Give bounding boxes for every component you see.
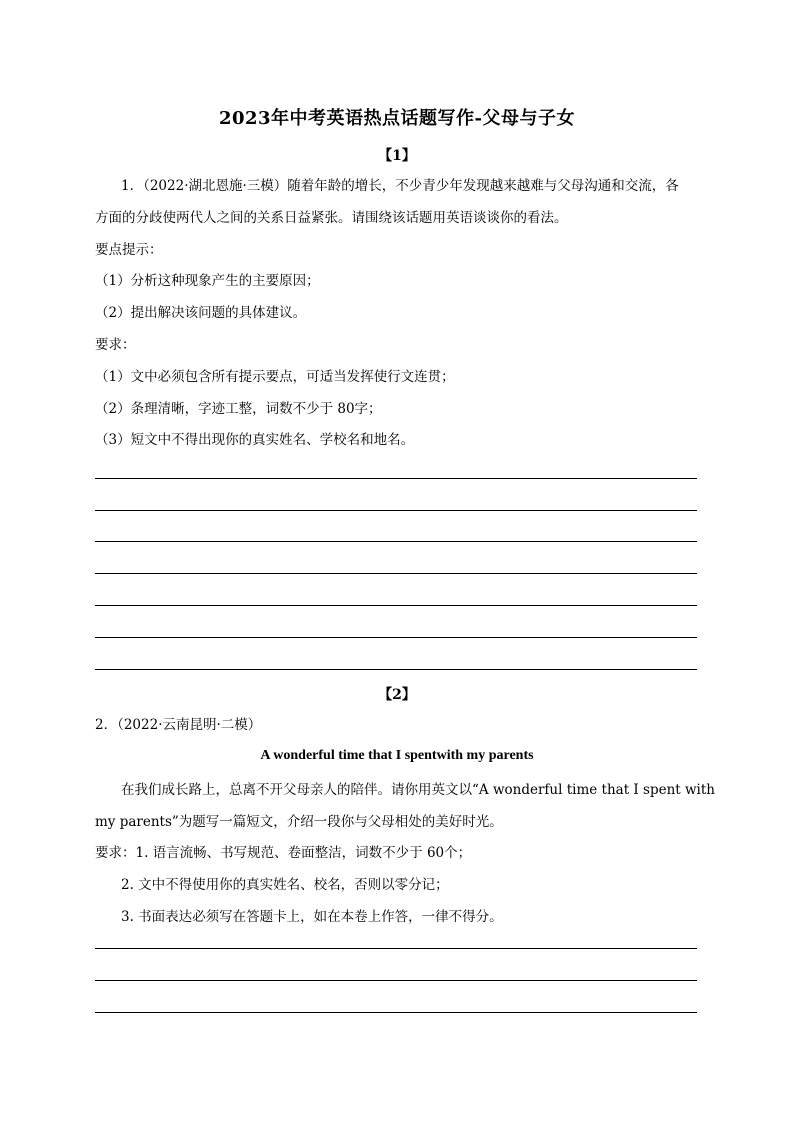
hint-1: （1）分析这种现象产生的主要原因；: [95, 273, 320, 289]
answer-line: [95, 637, 697, 638]
question-2-intro-line-1: 在我们成长路上，总离不开父母亲人的陪伴。请你用英文以“A wonderful time that I spent with: [121, 782, 715, 798]
answer-line: [95, 980, 697, 981]
answer-line: [95, 478, 697, 479]
requirements-label: 要求：: [95, 337, 136, 353]
requirement-3: （3）短文中不得出现你的真实姓名、学校名和地名。: [95, 432, 415, 448]
answer-line: [95, 948, 697, 949]
hints-label: 要点提示：: [95, 242, 163, 258]
question-2-requirement-3: 3. 书面表达必须写在答题卡上，如在本卷上作答，一律不得分。: [121, 909, 503, 925]
section-2-header: 【2】: [378, 687, 416, 703]
essay-title: A wonderful time that I spentwith my parents: [260, 748, 534, 763]
requirement-2: （2）条理清晰，字迹工整，词数不少于 80字；: [95, 401, 382, 417]
section-1-header: 【1】: [378, 148, 416, 164]
answer-line: [95, 1012, 697, 1013]
answer-line: [95, 510, 697, 511]
question-2-requirement-1: 要求：1. 语言流畅、书写规范、卷面整洁，词数不少于 60个；: [95, 845, 472, 861]
answer-line: [95, 669, 697, 670]
question-2-intro-line-2: my parents”为题写一篇短文，介绍一段你与父母相处的美好时光。: [95, 814, 503, 830]
question-1-line-2: 方面的分歧使两代人之间的关系日益紧张。请围绕该话题用英语谈谈你的看法。: [95, 210, 568, 226]
requirement-1: （1）文中必须包含所有提示要点，可适当发挥使行文连贯；: [95, 369, 455, 385]
question-2-label: 2．（2022·云南昆明·二模）: [95, 717, 262, 733]
question-2-requirement-2: 2. 文中不得使用你的真实姓名、校名，否则以零分记；: [121, 877, 449, 893]
answer-line: [95, 573, 697, 574]
answer-line: [95, 605, 697, 606]
page-title: 2023年中考英语热点话题写作-父母与子女: [218, 108, 576, 129]
hint-2: （2）提出解决该问题的具体建议。: [95, 305, 307, 321]
question-1-line-1: 1．（2022·湖北恩施·三模）随着年龄的增长，不少青少年发现越来越难与父母沟通和交流，各: [121, 178, 679, 194]
answer-line: [95, 541, 697, 542]
